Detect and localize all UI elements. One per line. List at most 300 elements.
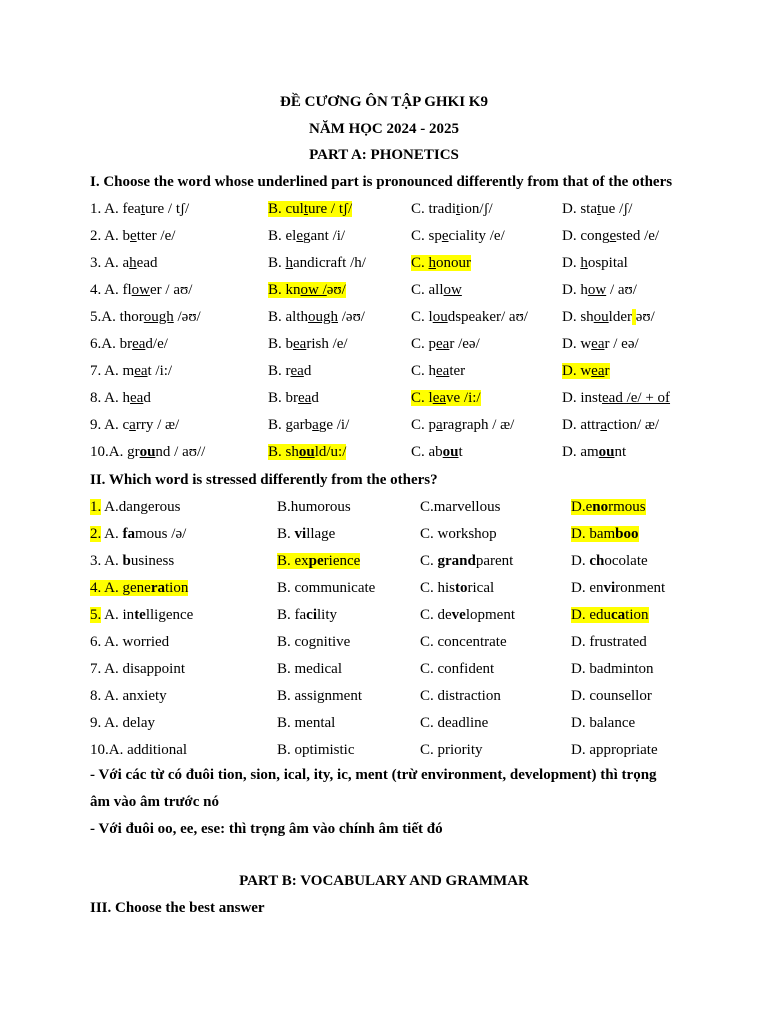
option-text-segment: ter [449,363,466,379]
option-text-segment: ou [598,444,615,460]
option-text-segment: te [134,607,146,623]
option-text-segment: vi [603,580,616,596]
option-text-segment: 5. [90,607,102,623]
option-text-segment: b [122,553,131,569]
option-text-segment: 9. A. c [90,417,130,433]
option-text-segment: e [441,228,449,244]
phonetics-question-9-option-a [90,417,179,434]
option-text-segment: d [303,363,312,379]
phonetics-question-5-option-d [562,309,655,326]
option-text-segment: D. w [562,336,592,352]
option-text-segment: 8. A. h [90,390,131,406]
option-text-segment: 9. A. delay [90,715,155,731]
phonetics-question-5-option-b [268,309,365,326]
option-text-segment: C. tradi [411,201,456,217]
option-text-segment: D. en [571,580,604,596]
option-text-segment: ion/ʃ/ [460,201,493,217]
option-text-segment: ge /i/ [318,417,350,433]
phonetics-question-2-option-a [90,228,175,245]
option-text-segment: 1. [90,499,102,515]
option-text-segment: ough [308,309,338,325]
stress-question-2-option-c [420,526,497,543]
option-text-segment: B. mental [277,715,336,731]
option-text-segment: rical [467,580,495,596]
option-text-segment: a [312,417,319,433]
option-text-segment: C. [420,553,438,569]
phonetics-question-3-option-a [90,255,158,272]
option-text-segment: A. [101,526,123,542]
option-text-segment: h [580,255,588,271]
stress-question-4-option-c [420,580,494,597]
option-text-segment: t [303,201,309,217]
option-text-segment: 4. [90,580,102,596]
option-text-segment: D. inst [562,390,603,406]
phonetics-question-row-2 [0,228,768,250]
option-text-segment: ospital [587,255,628,271]
phonetics-question-row-4 [0,282,768,304]
stress-question-4-option-a [90,580,188,597]
option-text-segment: vi [294,526,307,542]
section-3-heading: III. Choose the best answer [90,900,265,916]
phonetics-question-7-option-a [90,363,172,380]
phonetics-question-7-option-b [268,363,311,380]
option-text-segment: 10.A. additional [90,742,188,758]
option-text-segment: ow [131,282,151,298]
option-text-segment: C. h [411,363,437,379]
stress-question-8-option-b [277,688,362,705]
option-text-segment: rience [323,553,361,569]
option-text-segment: ow / [300,282,327,298]
stress-question-2-option-d [571,526,639,543]
option-text-segment: D. sta [562,201,597,217]
phonetics-question-6-option-d [562,336,639,353]
phonetics-question-1-option-d [562,201,632,218]
option-text-segment: a [129,417,136,433]
stress-question-8-option-c [420,688,501,705]
option-text-segment: 7. A. m [90,363,135,379]
option-text-segment: ead [136,255,158,271]
phonetics-question-8-option-c [411,390,481,407]
option-text-segment: D. h [562,282,588,298]
phonetics-question-5-option-a [90,309,201,326]
option-text-segment: B. br [268,390,298,406]
option-text-segment: andicraft /h/ [293,255,366,271]
stress-question-5-option-d [571,607,649,624]
stress-question-8-option-d [571,688,652,705]
stress-question-row-3 [0,553,768,575]
phonetics-question-4-option-c [411,282,462,299]
option-text-segment: lligence [145,607,194,623]
option-text-segment: ch [589,553,605,569]
stress-question-row-6 [0,634,768,656]
option-text-segment: B. alth [268,309,308,325]
option-text-segment: B. kn [268,282,301,298]
stress-question-6-option-d [571,634,647,651]
stress-rule-note-2: - Với đuôi oo, ee, ese: thì trọng âm vào chính âm tiết đó [90,821,443,837]
option-text-segment: e [296,228,304,244]
option-text-segment: 1. A. fea [90,201,141,217]
stress-question-6-option-a [90,634,169,651]
option-text-segment: əʊ/ [635,309,655,325]
option-text-segment: pe [308,553,324,569]
option-text-segment: D. edu [571,607,611,623]
stress-question-row-9 [0,715,768,737]
option-text-segment: 10.A. gr [90,444,140,460]
option-text-segment: D. counsellor [571,688,652,704]
phonetics-question-8-option-a [90,390,151,407]
option-text-segment: 2. [90,526,102,542]
option-text-segment: 5.A. thor [90,309,144,325]
stress-question-7-option-a [90,661,185,678]
option-text-segment: A. gene [101,580,151,596]
option-text-segment: ction/ æ/ [607,417,660,433]
stress-question-3-option-c [420,553,513,570]
option-text-segment: 6.A. br [90,336,133,352]
phonetics-question-2-option-c [411,228,505,245]
phonetics-question-4-option-a [90,282,192,299]
stress-question-7-option-c [420,661,494,678]
phonetics-question-row-8 [0,390,768,412]
section-1-heading: I. Choose the word whose underlined part is pronounced differently from that of the others [90,174,673,190]
phonetics-question-10-option-a [90,444,205,461]
option-text-segment: ra [150,580,165,596]
part-a-title: PART A: PHONETICS [309,147,459,163]
option-text-segment: ea [298,390,312,406]
option-text-segment: mous /ə/ [135,526,187,542]
option-text-segment: ow [443,282,462,298]
option-text-segment: parent [475,553,514,569]
option-text-segment: D. sh [562,309,594,325]
option-text-segment: tion [625,607,649,623]
option-text-segment: B.humorous [277,499,351,515]
option-text-segment: ou [442,444,459,460]
stress-question-1-option-a [90,499,180,516]
stress-question-row-8 [0,688,768,710]
option-text-segment: t [456,201,461,217]
option-text-segment: ve [451,607,466,623]
option-text-segment: lder [608,309,632,325]
phonetics-question-8-option-b [268,390,319,407]
phonetics-question-10-option-c [411,444,463,461]
option-text-segment: C. distraction [420,688,501,704]
stress-question-10-option-a [90,742,187,759]
section-2-heading: II. Which word is stressed differently from the others? [90,472,438,488]
option-text-segment: rry / æ/ [135,417,180,433]
stress-question-row-1 [0,499,768,521]
option-text-segment: B. r [268,363,291,379]
option-text-segment: D. frustrated [571,634,647,650]
phonetics-question-8-option-d [562,390,670,407]
option-text-segment: ea [436,336,450,352]
phonetics-question-row-5 [0,309,768,331]
option-text-segment: lity [317,607,338,623]
option-text-segment: ure / tʃ/ [308,201,353,217]
option-text-segment: r [604,363,610,379]
option-text-segment: D. [571,553,590,569]
option-text-segment: 2. A. b [90,228,131,244]
phonetics-question-6-option-c [411,336,480,353]
option-text-segment: C. l [411,309,433,325]
option-text-segment: boo [615,526,639,542]
option-text-segment: h [285,255,294,271]
option-text-segment: B. garb [268,417,313,433]
stress-question-row-10 [0,742,768,764]
option-text-segment: /əʊ/ [338,309,365,325]
option-text-segment: D. bam [571,526,616,542]
option-text-segment: C. ab [411,444,443,460]
stress-question-5-option-c [420,607,515,624]
phonetics-question-9-option-d [562,417,659,434]
option-text-segment: nd / aʊ// [155,444,206,460]
stress-question-5-option-b [277,607,337,624]
option-text-segment: B. assignment [277,688,362,704]
stress-question-10-option-b [277,742,355,759]
option-text-segment: B. fa [277,607,307,623]
option-text-segment: ea [591,363,605,379]
option-text-segment: 7. A. disappoint [90,661,186,677]
option-text-segment: ue /ʃ/ [601,201,633,217]
stress-question-10-option-c [420,742,483,759]
option-text-segment: A.dangerous [101,499,181,515]
option-text-segment: 4. A. fl [90,282,132,298]
phonetics-question-9-option-b [268,417,349,434]
option-text-segment: ou [298,444,315,460]
stress-question-10-option-d [571,742,658,759]
option-text-segment: D. am [562,444,599,460]
option-text-segment: h [428,255,437,271]
option-text-segment: B. sh [268,444,299,460]
option-text-segment: C. all [411,282,444,298]
stress-question-row-7 [0,661,768,683]
phonetics-question-row-10 [0,444,768,466]
option-text-segment: C. deadline [420,715,489,731]
option-text-segment: B. [277,526,295,542]
option-text-segment: onour [436,255,472,271]
option-text-segment: D. appropriate [571,742,658,758]
option-text-segment: ronment [615,580,666,596]
option-text-segment: ea [436,363,450,379]
option-text-segment: C. workshop [420,526,497,542]
option-text-segment: B. [268,255,286,271]
option-text-segment: D. w [562,363,592,379]
option-text-segment: C. l [411,390,433,406]
option-text-segment: ou [432,309,448,325]
option-text-segment: B. optimistic [277,742,355,758]
stress-rule-note-1: - Với các từ có đuôi tion, sion, ical, ity, ic, ment (trừ environment, development) thì trọng [90,767,657,783]
option-text-segment: ow [587,282,607,298]
stress-question-row-4 [0,580,768,602]
phonetics-question-1-option-c [411,201,493,218]
stress-question-row-5 [0,607,768,629]
option-text-segment: rmous [608,499,646,515]
option-text-segment: ragraph / æ/ [442,417,515,433]
option-text-segment: usiness [130,553,175,569]
stress-question-7-option-b [277,661,342,678]
stress-question-6-option-c [420,634,507,651]
stress-question-1-option-c [420,499,500,516]
option-text-segment: er / aʊ/ [150,282,193,298]
phonetics-question-6-option-a [90,336,168,353]
option-text-segment: ca [611,607,626,623]
option-text-segment: B. communicate [277,580,376,596]
part-b-title: PART B: VOCABULARY AND GRAMMAR [239,873,529,889]
stress-question-9-option-b [277,715,335,732]
option-text-segment: dspeaker/ aʊ/ [447,309,528,325]
phonetics-question-7-option-d [562,363,610,380]
stress-question-4-option-d [571,580,665,597]
option-text-segment: əʊ/ [326,282,346,298]
stress-question-9-option-c [420,715,488,732]
option-text-segment: C. sp [411,228,442,244]
phonetics-question-row-9 [0,417,768,439]
option-text-segment: ld/u:/ [314,444,347,460]
option-text-segment: B. medical [277,661,342,677]
phonetics-question-row-6 [0,336,768,358]
option-text-segment: B. ex [277,553,309,569]
option-text-segment: D. attr [562,417,601,433]
option-text-segment: /əʊ/ [173,309,201,325]
option-text-segment: ve /i:/ [446,390,481,406]
option-text-segment: D. balance [571,715,636,731]
school-year: NĂM HỌC 2024 - 2025 [309,121,459,137]
option-text-segment: C. priority [420,742,483,758]
option-text-segment: ea [132,336,146,352]
option-text-segment: C. his [420,580,456,596]
stress-question-9-option-a [90,715,155,732]
phonetics-question-2-option-d [562,228,659,245]
option-text-segment: a [600,417,607,433]
option-text-segment: C.marvellous [420,499,501,515]
stress-question-6-option-b [277,634,350,651]
option-text-segment: ea [134,363,148,379]
option-text-segment: ough [143,309,174,325]
option-text-segment: r /eə/ [449,336,480,352]
stress-question-1-option-b [277,499,351,516]
option-text-segment: B. b [268,336,294,352]
phonetics-question-1-option-b [268,201,352,218]
option-text-segment: ea [432,390,447,406]
option-text-segment: d [143,390,151,406]
option-text-segment: D. [562,255,581,271]
option-text-segment: A. in [101,607,135,623]
option-text-segment: rish /e/ [306,336,348,352]
stress-question-3-option-b [277,553,360,570]
option-text-segment: C. confident [420,661,495,677]
option-text-segment: 3. A. a [90,255,130,271]
phonetics-question-5-option-c [411,309,528,326]
stress-question-4-option-b [277,580,375,597]
phonetics-question-row-3 [0,255,768,277]
stress-question-9-option-d [571,715,635,732]
stress-question-7-option-d [571,661,654,678]
option-text-segment: ea [290,363,304,379]
option-text-segment: t /i:/ [147,363,173,379]
option-text-segment: r / eə/ [604,336,639,352]
option-text-segment: a [436,417,443,433]
phonetics-question-row-1 [0,201,768,223]
phonetics-question-3-option-d [562,255,628,272]
stress-question-2-option-a [90,526,186,543]
option-text-segment: to [455,580,468,596]
option-text-segment: / aʊ/ [606,282,637,298]
option-text-segment: e [609,228,617,244]
option-text-segment: ea [130,390,144,406]
option-text-segment: D.e [571,499,593,515]
option-text-segment: ciality /e/ [448,228,505,244]
option-text-segment: D. cong [562,228,610,244]
option-text-segment: C. p [411,417,437,433]
option-text-segment: B. cognitive [277,634,351,650]
option-text-segment: h [129,255,137,271]
option-text-segment: t [597,201,602,217]
option-text-segment: fa [122,526,136,542]
option-text-segment: no [592,499,609,515]
document-title: ĐỀ CƯƠNG ÔN TẬP GHKI K9 [280,94,488,110]
option-text-segment: 3. A. [90,553,123,569]
option-text-segment: tter /e/ [136,228,176,244]
phonetics-question-3-option-b [268,255,366,272]
phonetics-question-10-option-d [562,444,626,461]
option-text-segment: d [311,390,319,406]
phonetics-question-7-option-c [411,363,465,380]
stress-question-1-option-d [571,499,646,516]
stress-question-3-option-a [90,553,174,570]
option-text-segment: ure / tʃ/ [145,201,190,217]
stress-question-row-2 [0,526,768,548]
phonetics-question-2-option-b [268,228,345,245]
phonetics-question-9-option-c [411,417,514,434]
option-text-segment: ocolate [604,553,648,569]
stress-question-8-option-a [90,688,167,705]
stress-question-2-option-b [277,526,335,543]
phonetics-question-10-option-b [268,444,346,461]
option-text-segment: ou [593,309,609,325]
option-text-segment: t [458,444,463,460]
option-text-segment: t [140,201,145,217]
phonetics-question-1-option-a [90,201,189,218]
option-text-segment: B. cul [268,201,304,217]
option-text-segment: B. el [268,228,297,244]
option-text-segment: ead /e/ + of [602,390,671,406]
option-text-segment: ou [139,444,156,460]
option-text-segment: e [130,228,137,244]
option-text-segment: llage [306,526,336,542]
stress-question-5-option-a [90,607,193,624]
phonetics-question-6-option-b [268,336,348,353]
phonetics-question-4-option-d [562,282,637,299]
option-text-segment: 6. A. worried [90,634,170,650]
phonetics-question-3-option-c [411,255,471,272]
option-text-segment: ea [293,336,307,352]
option-text-segment: nt [614,444,627,460]
option-text-segment: 8. A. anxiety [90,688,167,704]
option-text-segment: D. badminton [571,661,654,677]
phonetics-question-4-option-b [268,282,346,299]
stress-rule-note-1-cont: âm vào âm trước nó [90,794,219,810]
option-text-segment: C. [411,255,429,271]
option-text-segment: grand [437,553,476,569]
stress-question-3-option-d [571,553,648,570]
option-text-segment: C. concentrate [420,634,507,650]
phonetics-question-row-7 [0,363,768,385]
option-text-segment: lopment [465,607,516,623]
option-text-segment: ea [591,336,605,352]
option-text-segment: ci [306,607,317,623]
option-text-segment: gant /i/ [303,228,346,244]
option-text-segment: sted /e/ [616,228,660,244]
option-text-segment: C. de [420,607,452,623]
option-text-segment: d/e/ [145,336,168,352]
